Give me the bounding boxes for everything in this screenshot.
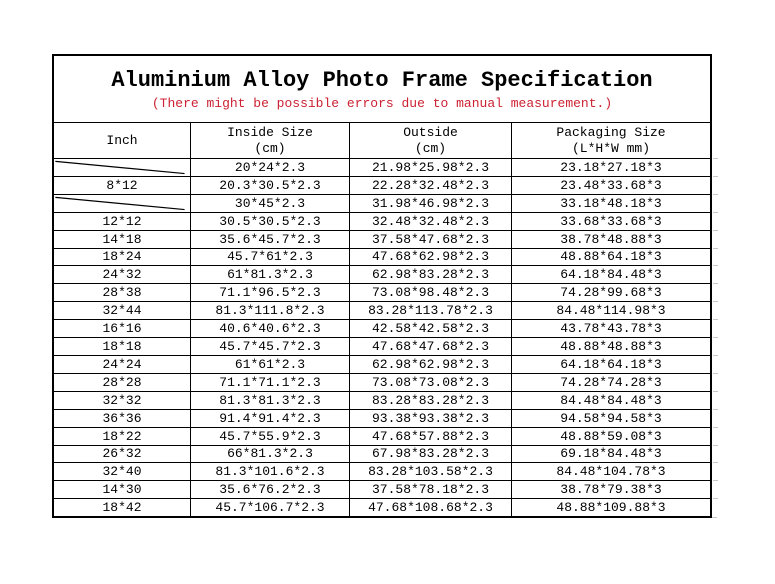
cell-value: 71.1*96.5*2.3: [219, 285, 321, 301]
cell-packaging-size: [511, 410, 710, 427]
cell-packaging-size: [511, 231, 710, 248]
table-body: [54, 158, 710, 516]
cell-inch: [54, 231, 190, 248]
cell-inch: [54, 302, 190, 319]
cell-packaging-size: [511, 463, 710, 480]
cell-value: 81.3*111.8*2.3: [215, 303, 325, 319]
cell-value: 91.4*91.4*2.3: [219, 410, 321, 426]
cell-value: 37.58*47.68*2.3: [371, 231, 490, 247]
cell-inch: [54, 320, 190, 337]
cell-outside-size: [349, 338, 511, 355]
cell-inside-size: [190, 266, 349, 283]
cell-value: 61*81.3*2.3: [227, 267, 313, 283]
cell-inch: [54, 446, 190, 463]
header-label: Packaging Size: [556, 124, 666, 140]
cell-value: 45.7*106.7*2.3: [215, 500, 325, 516]
table-header-row: [54, 122, 710, 158]
cell-outside-size: [349, 284, 511, 301]
cell-inch: [54, 481, 190, 498]
cell-value: 66*81.3*2.3: [227, 446, 313, 462]
cell-value: 23.48*33.68*3: [560, 177, 662, 193]
cell-value: 48.88*109.88*3: [556, 500, 666, 516]
header-cell-outside: [349, 123, 511, 158]
table-row: [54, 445, 710, 463]
cell-value: 45.7*45.7*2.3: [219, 339, 321, 355]
cell-outside-size: [349, 195, 511, 212]
header-unit: (cm): [414, 140, 447, 156]
cell-value: 45.7*55.9*2.3: [219, 428, 321, 444]
cell-outside-size: [349, 159, 511, 176]
cell-value: 73.08*73.08*2.3: [371, 374, 490, 390]
cell-inch: [54, 428, 190, 445]
cell-value: 48.88*59.08*3: [560, 428, 662, 444]
table-row: [54, 462, 710, 480]
cell-inch: [54, 410, 190, 427]
cell-inside-size: [190, 356, 349, 373]
cell-inside-size: [190, 463, 349, 480]
cell-inch: [54, 338, 190, 355]
cell-inside-size: [190, 195, 349, 212]
cell-packaging-size: [511, 249, 710, 266]
cell-inside-size: [190, 249, 349, 266]
header-label: Inside Size: [227, 124, 313, 140]
cell-packaging-size: [511, 302, 710, 319]
cell-packaging-size: [511, 446, 710, 463]
table-row: [54, 480, 710, 498]
cell-outside-size: [349, 446, 511, 463]
cell-value: 24*24: [102, 356, 142, 372]
cell-value: 84.48*114.98*3: [556, 303, 666, 319]
cell-inch: [54, 195, 190, 212]
cell-inch: [54, 499, 190, 516]
table-row: [54, 409, 710, 427]
cell-value: 33.18*48.18*3: [560, 195, 662, 211]
cell-outside-size: [349, 231, 511, 248]
cell-inch: [54, 284, 190, 301]
cell-inside-size: [190, 320, 349, 337]
cell-packaging-size: [511, 213, 710, 230]
table-row: [54, 230, 710, 248]
cell-value: 74.28*74.28*3: [560, 374, 662, 390]
cell-inch: [54, 177, 190, 194]
cell-value: 81.3*81.3*2.3: [219, 392, 321, 408]
cell-outside-size: [349, 392, 511, 409]
cell-packaging-size: [511, 374, 710, 391]
cell-value: 14*18: [102, 231, 142, 247]
cell-value: 35.6*45.7*2.3: [219, 231, 321, 247]
cell-inside-size: [190, 177, 349, 194]
cell-value: 18*42: [102, 500, 142, 516]
table-row: [54, 194, 710, 212]
cell-inch: [54, 356, 190, 373]
cell-outside-size: [349, 499, 511, 516]
table-row: [54, 337, 710, 355]
cell-packaging-size: [511, 338, 710, 355]
cell-packaging-size: [511, 428, 710, 445]
cell-value: 47.68*62.98*2.3: [371, 249, 490, 265]
cell-inside-size: [190, 159, 349, 176]
cell-inside-size: [190, 428, 349, 445]
cell-value: 48.88*48.88*3: [560, 339, 662, 355]
cell-inch: [54, 374, 190, 391]
table-row: [54, 427, 710, 445]
cell-value: 18*22: [102, 428, 142, 444]
header-unit: (cm): [254, 140, 286, 156]
table-title: Aluminium Alloy Photo Frame Specification: [111, 67, 653, 93]
table-row: [54, 283, 710, 301]
table-row: [54, 248, 710, 266]
cell-value: 67.98*83.28*2.3: [371, 446, 490, 462]
cell-outside-size: [349, 481, 511, 498]
cell-outside-size: [349, 410, 511, 427]
cell-value: 36*36: [102, 410, 142, 426]
cell-value: 33.68*33.68*3: [560, 213, 662, 229]
cell-outside-size: [349, 320, 511, 337]
cell-value: 62.98*62.98*2.3: [371, 356, 490, 372]
cell-value: 22.28*32.48*2.3: [371, 177, 490, 193]
header-cell-inch: [54, 123, 190, 158]
cell-value: 71.1*71.1*2.3: [219, 374, 321, 390]
cell-packaging-size: [511, 177, 710, 194]
cell-value: 94.58*94.58*3: [560, 410, 662, 426]
cell-value: 18*24: [102, 249, 142, 265]
cell-value: 43.78*43.78*3: [560, 321, 662, 337]
cell-value: 32.48*32.48*2.3: [371, 213, 490, 229]
cell-value: 47.68*47.68*2.3: [371, 339, 490, 355]
cell-outside-size: [349, 177, 511, 194]
cell-outside-size: [349, 374, 511, 391]
cell-inside-size: [190, 499, 349, 516]
cell-value: 8*12: [106, 177, 138, 193]
cell-value: 47.68*108.68*2.3: [368, 500, 493, 516]
cell-inside-size: [190, 410, 349, 427]
cell-value: 18*18: [102, 339, 142, 355]
cell-value: 20.3*30.5*2.3: [219, 177, 321, 193]
cell-value: 84.48*84.48*3: [560, 392, 662, 408]
header-cell-packaging-size: [511, 123, 710, 158]
cell-inside-size: [190, 481, 349, 498]
cell-packaging-size: [511, 499, 710, 516]
cell-value: 30*45*2.3: [234, 195, 306, 211]
table-row: [54, 373, 710, 391]
cell-packaging-size: [511, 392, 710, 409]
cell-inside-size: [190, 338, 349, 355]
cell-value: 64.18*64.18*3: [560, 356, 662, 372]
cell-outside-size: [349, 249, 511, 266]
cell-value: 16*16: [102, 321, 142, 337]
header-label: Inch: [106, 132, 138, 148]
spec-table: [52, 54, 712, 518]
cell-packaging-size: [511, 159, 710, 176]
table-row: [54, 498, 710, 516]
cell-value: 84.48*104.78*3: [556, 464, 666, 480]
cell-inch: [54, 266, 190, 283]
table-row: [54, 301, 710, 319]
cell-packaging-size: [511, 481, 710, 498]
cell-value: 74.28*99.68*3: [560, 285, 662, 301]
cell-value: 31.98*46.98*2.3: [371, 195, 490, 211]
cell-value: 35.6*76.2*2.3: [219, 482, 321, 498]
cell-value: 37.58*78.18*2.3: [371, 482, 490, 498]
cell-outside-size: [349, 463, 511, 480]
table-subtitle: (There might be possible errors due to manual measurement.): [151, 95, 613, 111]
table-row: [54, 391, 710, 409]
cell-outside-size: [349, 302, 511, 319]
table-row: [54, 176, 710, 194]
cell-value: 20*24*2.3: [234, 159, 306, 175]
cell-value: 14*30: [102, 482, 142, 498]
cell-value: 32*40: [102, 464, 142, 480]
cell-outside-size: [349, 428, 511, 445]
cell-outside-size: [349, 266, 511, 283]
cell-inside-size: [190, 392, 349, 409]
cell-value: 26*32: [102, 446, 142, 462]
cell-value: 42.58*42.58*2.3: [371, 321, 490, 337]
table-row: [54, 265, 710, 283]
cell-value: 93.38*93.38*2.3: [371, 410, 490, 426]
cell-value: 24*32: [102, 267, 142, 283]
cell-value: 83.28*103.58*2.3: [368, 464, 493, 480]
cell-value: 30.5*30.5*2.3: [219, 213, 321, 229]
table-row: [54, 355, 710, 373]
cell-outside-size: [349, 356, 511, 373]
cell-inside-size: [190, 213, 349, 230]
header-unit: (L*H*W mm): [571, 140, 650, 156]
cell-value: 73.08*98.48*2.3: [371, 285, 490, 301]
cell-value: 45.7*61*2.3: [227, 249, 313, 265]
cell-inch: [54, 249, 190, 266]
cell-value: 48.88*64.18*3: [560, 249, 662, 265]
cell-value: 28*28: [102, 374, 142, 390]
cell-packaging-size: [511, 195, 710, 212]
header-label: Outside: [403, 124, 458, 140]
cell-inch: [54, 463, 190, 480]
table-title-block: [54, 56, 710, 122]
cell-value: 32*44: [102, 303, 142, 319]
cell-value: 83.28*83.28*2.3: [371, 392, 490, 408]
cell-inch: [54, 392, 190, 409]
cell-value: 21.98*25.98*2.3: [371, 159, 490, 175]
cell-value: 32*32: [102, 392, 142, 408]
cell-value: 47.68*57.88*2.3: [371, 428, 490, 444]
cell-value: 61*61*2.3: [234, 356, 306, 372]
table-row: [54, 212, 710, 230]
cell-inch: [54, 213, 190, 230]
cell-inside-size: [190, 302, 349, 319]
cell-value: 64.18*84.48*3: [560, 267, 662, 283]
cell-value: 62.98*83.28*2.3: [371, 267, 490, 283]
cell-inch: [54, 159, 190, 176]
cell-inside-size: [190, 284, 349, 301]
cell-value: 40.6*40.6*2.3: [219, 321, 321, 337]
cell-outside-size: [349, 213, 511, 230]
cell-value: 38.78*48.88*3: [560, 231, 662, 247]
cell-packaging-size: [511, 356, 710, 373]
cell-packaging-size: [511, 284, 710, 301]
diagonal-strike-line: [54, 159, 190, 176]
cell-inside-size: [190, 231, 349, 248]
header-cell-inside-size: [190, 123, 349, 158]
cell-value: 28*38: [102, 285, 142, 301]
cell-packaging-size: [511, 266, 710, 283]
cell-inside-size: [190, 446, 349, 463]
cell-value: 23.18*27.18*3: [560, 159, 662, 175]
cell-packaging-size: [511, 320, 710, 337]
cell-value: 83.28*113.78*2.3: [368, 303, 493, 319]
cell-inside-size: [190, 374, 349, 391]
table-row: [54, 319, 710, 337]
diagonal-strike-line: [54, 195, 190, 212]
cell-value: 12*12: [102, 213, 142, 229]
cell-value: 69.18*84.48*3: [560, 446, 662, 462]
table-row: [54, 158, 710, 176]
cell-value: 38.78*79.38*3: [560, 482, 662, 498]
cell-value: 81.3*101.6*2.3: [215, 464, 325, 480]
